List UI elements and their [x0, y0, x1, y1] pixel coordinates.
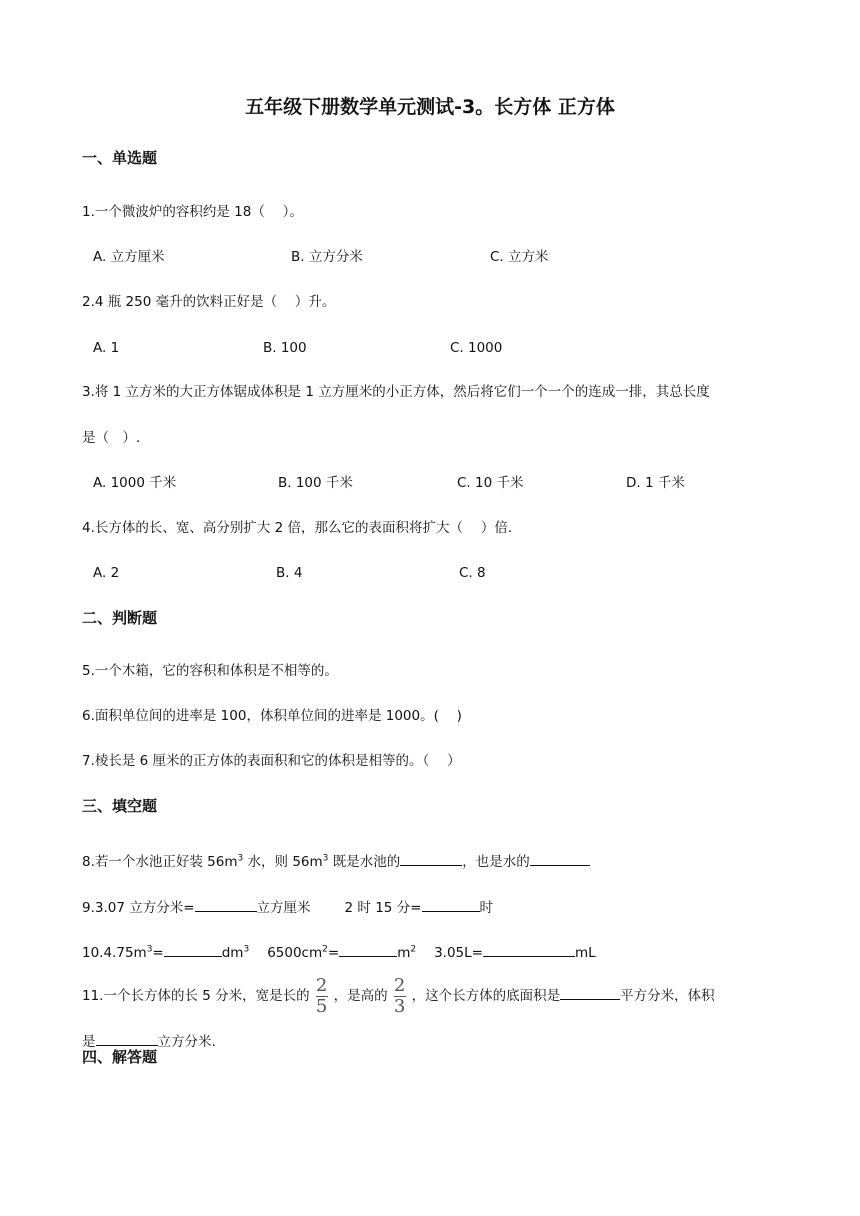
question-3-stem-line1: 3.将 1 立方米的大正方体锯成体积是 1 立方厘米的小正方体，然后将它们一个一个的连成一排，其总长度 — [82, 384, 710, 400]
q10-text-8: mL — [574, 945, 596, 961]
fraction-two-thirds — [393, 974, 406, 1017]
q11-answer-blank-1[interactable] — [560, 985, 620, 1000]
question-10 — [82, 942, 596, 962]
question-3-option-c[interactable]: C. 10 千米 — [457, 475, 524, 491]
fraction-1-numerator: 2 — [315, 974, 328, 996]
q8-text-1: 8.若一个水池正好装 56m — [82, 854, 238, 870]
question-3-option-d[interactable]: D. 1 千米 — [626, 475, 685, 491]
question-1-stem: 1.一个微波炉的容积约是 18（ ）。 — [82, 204, 303, 220]
question-7: 7.棱长是 6 厘米的正方体的表面积和它的体积是相等的。（ ） — [82, 753, 461, 769]
q10-sup-3: 2 — [322, 944, 328, 955]
question-2-stem: 2.4 瓶 250 毫升的饮料正好是（ ）升。 — [82, 294, 336, 310]
q11-text-3: ，这个长方体的底面积是 — [411, 988, 561, 1004]
q10-text-2: = — [152, 945, 164, 961]
fraction-two-fifths — [315, 974, 328, 1017]
q11-answer-blank-2[interactable] — [96, 1031, 158, 1046]
question-2-option-a[interactable]: A. 1 — [93, 340, 120, 356]
question-6: 6.面积单位间的进率是 100，体积单位间的进率是 1000。( ) — [82, 708, 462, 724]
fraction-2-denominator: 3 — [393, 995, 406, 1017]
q10-text-7: 3.05L= — [434, 945, 483, 961]
question-2-option-c[interactable]: C. 1000 — [450, 340, 503, 356]
q9-text-2: 立方厘米 — [256, 900, 311, 916]
q10-answer-blank-1[interactable] — [164, 942, 222, 957]
question-5: 5.一个木箱，它的容积和体积是不相等的。 — [82, 663, 338, 679]
q10-text-3: dm — [221, 945, 244, 961]
q8-text-3: 既是水池的 — [328, 854, 401, 870]
question-3-option-a[interactable]: A. 1000 千米 — [93, 475, 177, 491]
question-9 — [82, 897, 493, 917]
question-4-option-b[interactable]: B. 4 — [276, 565, 303, 581]
section-4-label: 四、解答题 — [82, 1048, 158, 1066]
q8-text-2: 水，则 56m — [243, 854, 323, 870]
question-4-option-a[interactable]: A. 2 — [93, 565, 120, 581]
q11-text-2: ，是高的 — [333, 988, 388, 1004]
q11-text-1: 11.一个长方体的长 5 分米，宽是长的 — [82, 988, 310, 1004]
question-11-line1 — [82, 976, 715, 1016]
question-4-stem: 4.长方体的长、宽、高分别扩大 2 倍，那么它的表面积将扩大（ ）倍. — [82, 520, 513, 536]
q9-answer-blank-2[interactable] — [422, 897, 480, 912]
q8-answer-blank-1[interactable] — [400, 851, 462, 866]
fraction-1-denominator: 5 — [315, 995, 328, 1017]
page-title: 五年级下册数学单元测试-3。长方体 正方体 — [245, 96, 615, 118]
q10-answer-blank-3[interactable] — [483, 942, 575, 957]
q10-answer-blank-2[interactable] — [339, 942, 397, 957]
section-heading-fill-blank: 三、填空题 — [82, 797, 158, 815]
q8-sup-1: 3 — [237, 853, 244, 864]
q10-sup-1: 3 — [146, 944, 153, 955]
q11-text-6: 立方分米. — [157, 1034, 216, 1050]
section-heading-single-choice: 一、单选题 — [82, 149, 158, 167]
question-2-option-b[interactable]: B. 100 — [263, 340, 307, 356]
q9-text-4: 时 — [479, 900, 493, 916]
q8-answer-blank-2[interactable] — [530, 851, 590, 866]
q8-text-4: ，也是水的 — [462, 854, 530, 870]
q10-text-6: m — [397, 945, 411, 961]
question-3-option-b[interactable]: B. 100 千米 — [278, 475, 353, 491]
q10-text-5: = — [327, 945, 340, 961]
question-3-stem-line2: 是（ ）. — [82, 430, 141, 446]
question-1-option-c[interactable]: C. 立方米 — [490, 249, 549, 265]
q10-sup-4: 2 — [410, 944, 417, 955]
question-4-option-c[interactable]: C. 8 — [459, 565, 486, 581]
q10-text-4: 6500cm — [267, 945, 323, 961]
section-heading-answer — [82, 1048, 157, 1066]
q11-text-4: 平方分米，体积 — [620, 988, 715, 1004]
q10-sup-2: 3 — [243, 944, 250, 955]
q11-text-5: 是 — [82, 1034, 96, 1050]
q10-text-1: 10.4.75m — [82, 945, 147, 961]
q9-text-3: 2 时 15 分= — [344, 900, 422, 916]
q9-text-1: 9.3.07 立方分米= — [82, 900, 195, 916]
q8-sup-2: 3 — [322, 853, 329, 864]
q9-answer-blank-1[interactable] — [195, 897, 257, 912]
fraction-2-numerator: 2 — [393, 974, 406, 996]
question-8 — [82, 851, 590, 871]
question-1-option-b[interactable]: B. 立方分米 — [291, 249, 363, 265]
question-1-option-a[interactable]: A. 立方厘米 — [93, 249, 165, 265]
section-heading-true-false: 二、判断题 — [82, 609, 158, 627]
